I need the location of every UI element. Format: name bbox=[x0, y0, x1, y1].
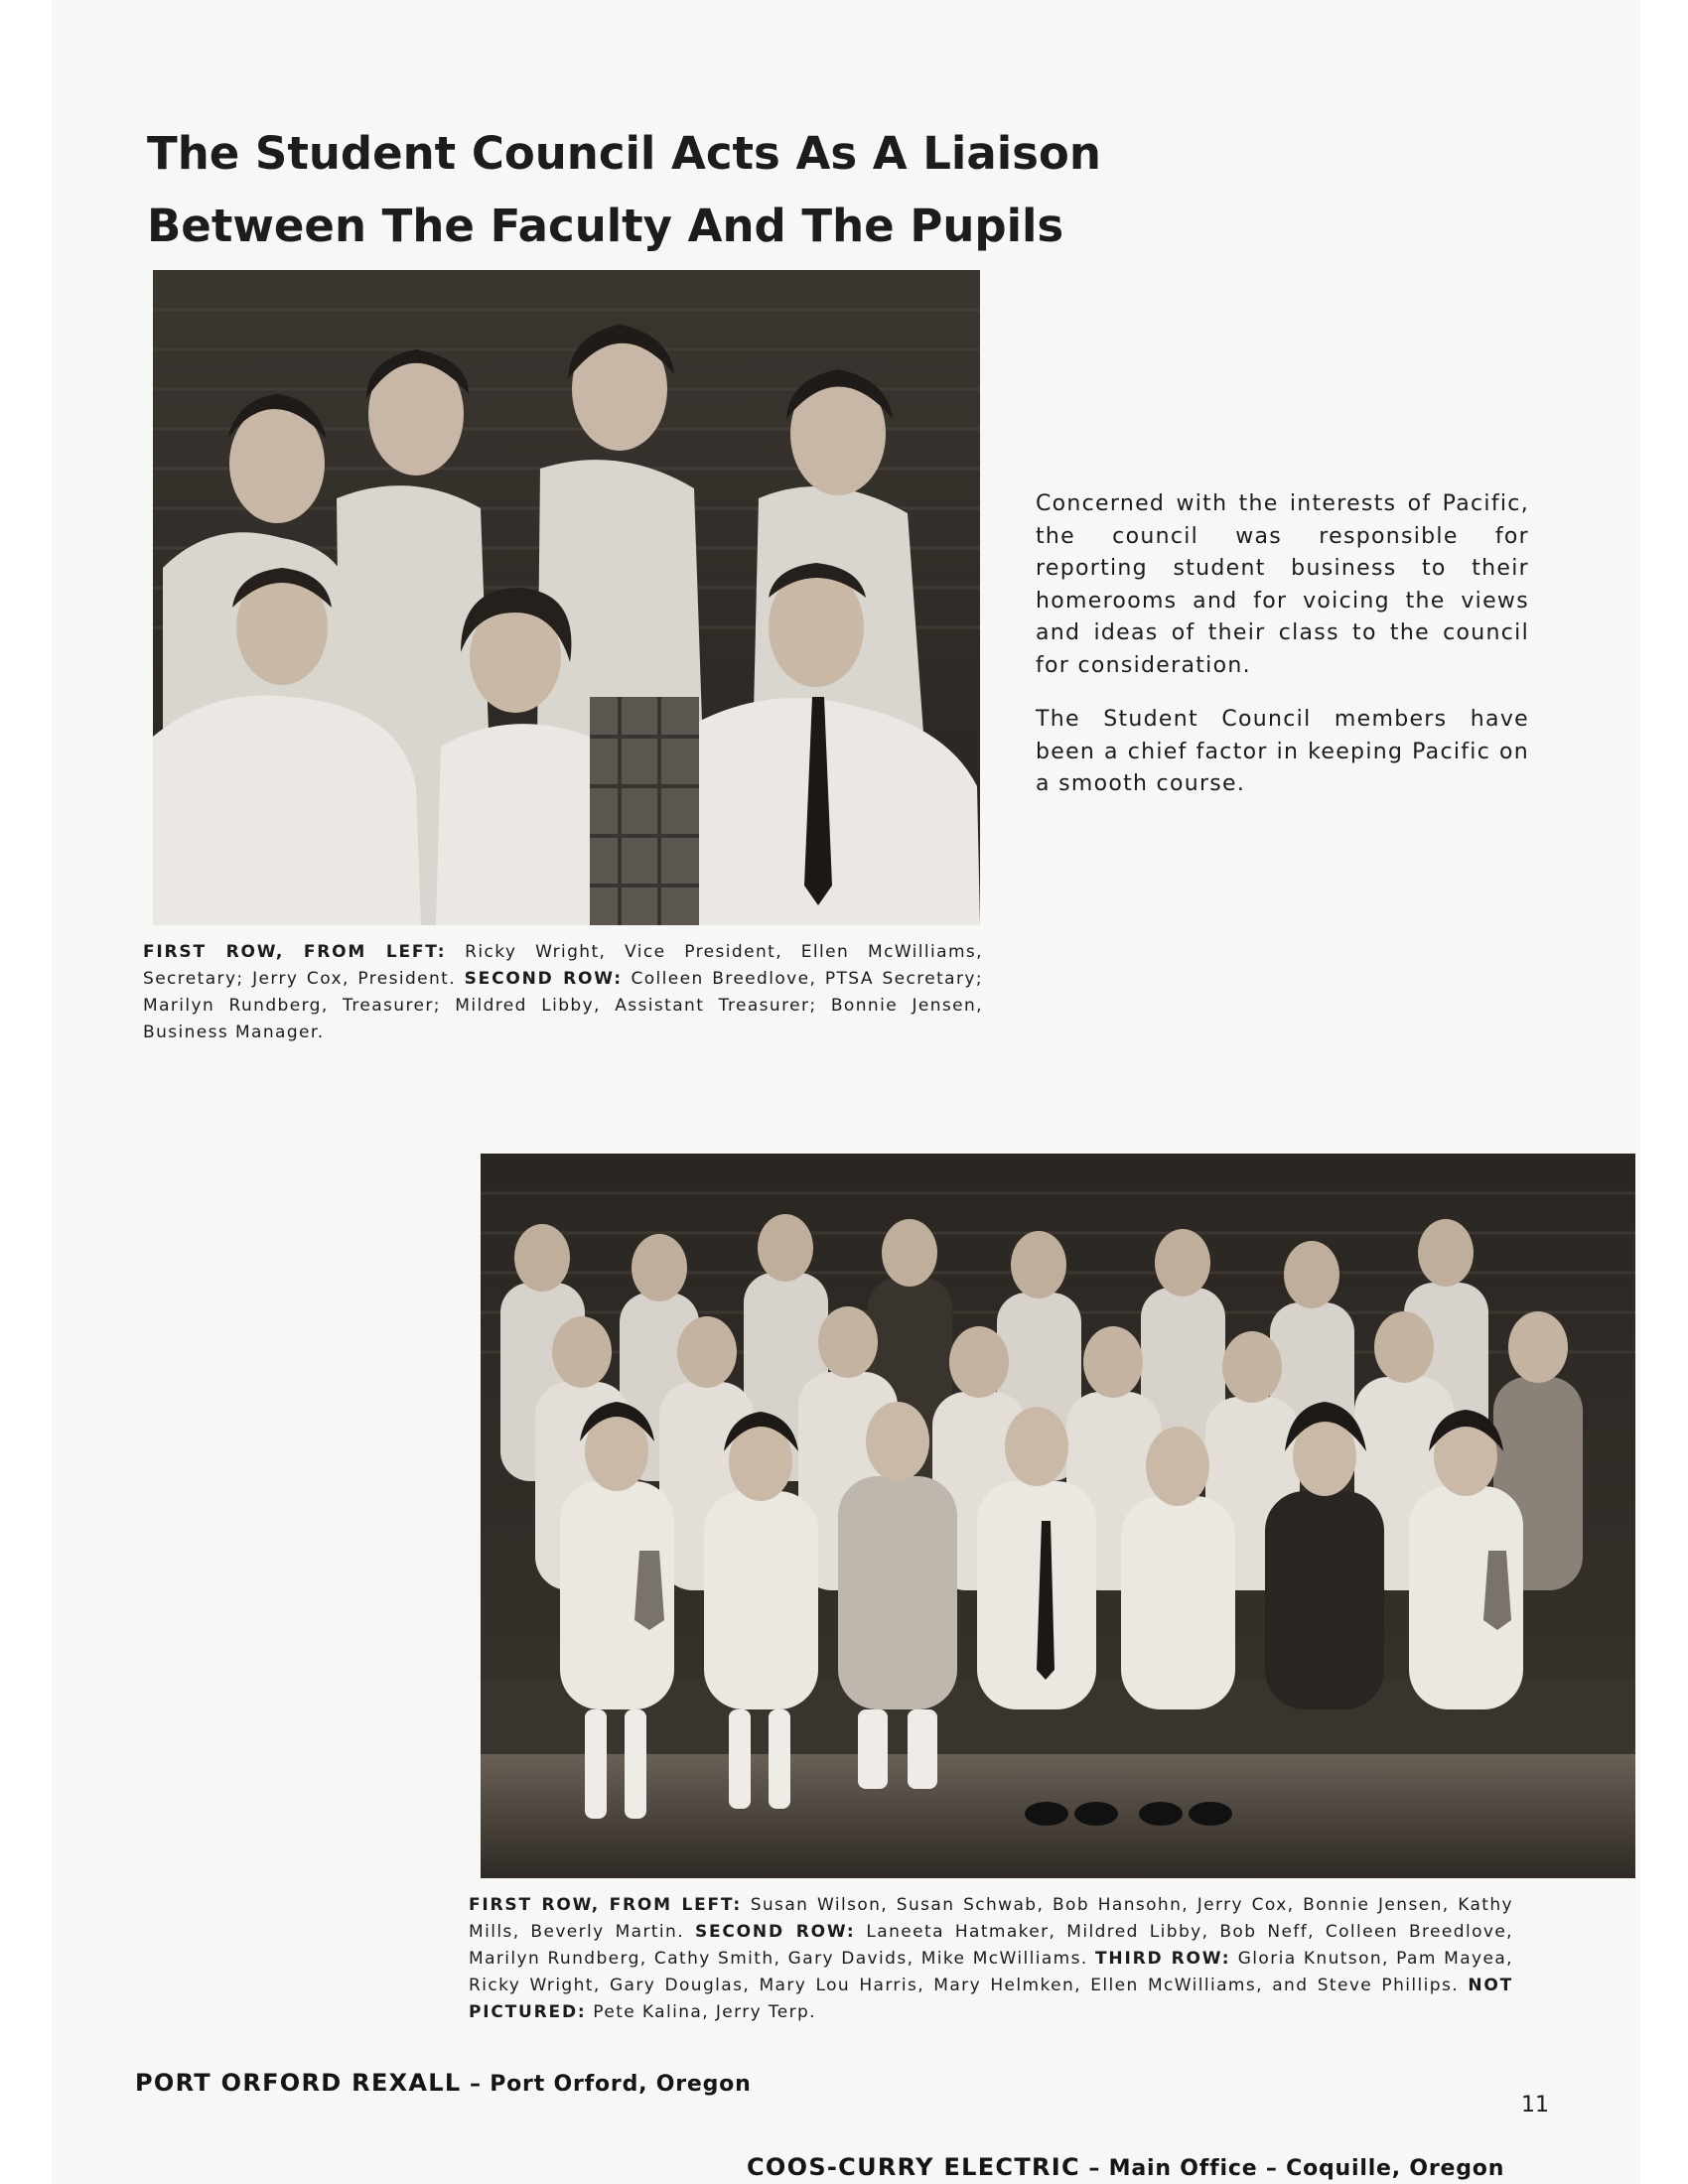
first-row-names: Ricky Wright, Vice President, Ellen McWilliams, Secretary; Jerry Cox, President. bbox=[143, 942, 983, 989]
not-pictured-names: Pete Kalina, Jerry Terp. bbox=[586, 2002, 816, 2022]
page-title-line-2: Between The Faculty And The Pupils bbox=[147, 200, 1064, 252]
sponsor-name: COOS-CURRY ELECTRIC bbox=[747, 2153, 1080, 2181]
group-photo-icon bbox=[481, 1154, 1635, 1878]
page-title-line-1: The Student Council Acts As A Liaison bbox=[147, 127, 1101, 180]
council-caption bbox=[469, 1892, 1513, 2026]
article-body bbox=[1036, 488, 1529, 823]
article-paragraph-2: The Student Council members have been a chief factor in keeping Pacific on a smooth course. bbox=[1036, 707, 1529, 796]
group-photo-icon bbox=[153, 270, 980, 925]
second-row-label: SECOND ROW: bbox=[694, 1922, 856, 1942]
second-row-label: SECOND ROW: bbox=[464, 969, 623, 989]
officers-group-photo bbox=[153, 270, 980, 925]
sponsor-name: PORT ORFORD REXALL bbox=[135, 2069, 462, 2097]
officers-caption bbox=[143, 939, 983, 1046]
page-title bbox=[147, 117, 1140, 262]
third-row-label: THIRD ROW: bbox=[1095, 1949, 1231, 1969]
page-number: 11 bbox=[1521, 2093, 1549, 2117]
second-row-names: Colleen Breedlove, PTSA Secretary; Marilyn Rundberg, Treasurer; Mildred Libby, Assistant Treasurer; Bonnie Jensen, Business Manager. bbox=[143, 969, 983, 1042]
not-pictured-label: NOT PICTURED: bbox=[469, 1976, 1513, 2022]
sponsor-ad-coos-curry bbox=[747, 2153, 1504, 2181]
first-row-names: Susan Wilson, Susan Schwab, Bob Hansohn, Jerry Cox, Bonnie Jensen, Kathy Mills, Beverly Martin. bbox=[469, 1895, 1514, 1942]
scan-margin-left bbox=[0, 0, 52, 2184]
article-paragraph-1: Concerned with the interests of Pacific, the council was responsible for reporting student business to their homerooms and for voicing the views and ideas of their class to the council for consideration. bbox=[1036, 491, 1529, 678]
scan-margin-right bbox=[1640, 0, 1688, 2184]
third-row-names: Gloria Knutson, Pam Mayea, Ricky Wright, Gary Douglas, Mary Lou Harris, Mary Helmken, Ellen McWilliams, and Steve Phillips. bbox=[469, 1949, 1513, 1995]
first-row-label: FIRST ROW, FROM LEFT: bbox=[469, 1895, 743, 1915]
first-row-label: FIRST ROW, FROM LEFT: bbox=[143, 942, 447, 962]
sponsor-location: – Port Orford, Oregon bbox=[461, 2072, 752, 2097]
council-group-photo bbox=[481, 1154, 1635, 1878]
sponsor-location: – Main Office – Coquille, Oregon bbox=[1079, 2156, 1505, 2181]
second-row-names: Laneeta Hatmaker, Mildred Libby, Bob Neff, Colleen Breedlove, Marilyn Rundberg, Cathy Smith, Gary Davids, Mike McWilliams. bbox=[469, 1922, 1513, 1969]
sponsor-ad-rexall bbox=[135, 2069, 752, 2097]
